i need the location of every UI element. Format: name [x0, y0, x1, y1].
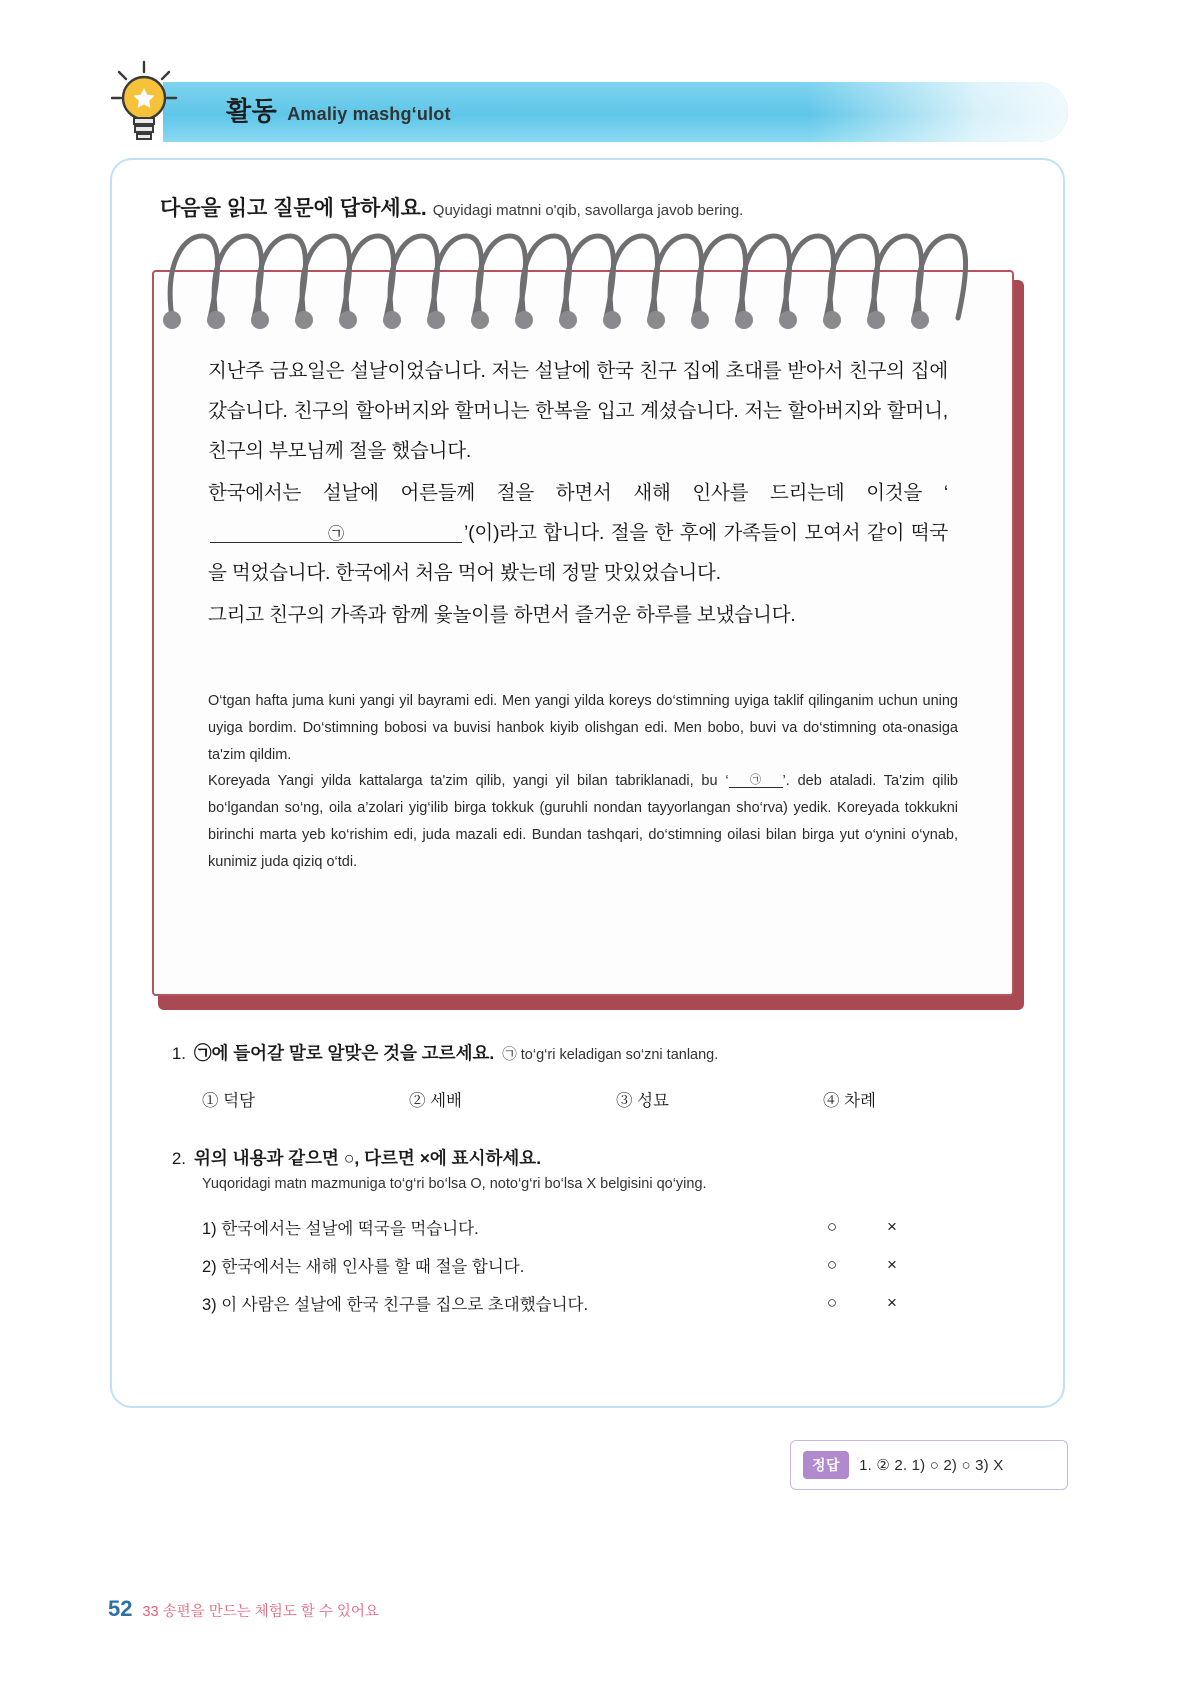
- tf-item-2-false-option[interactable]: ×: [887, 1255, 897, 1274]
- activity-header: [108, 82, 1068, 142]
- choice-option-2[interactable]: ② 세배: [409, 1092, 462, 1110]
- choice-option-4[interactable]: ④ 차례: [823, 1092, 876, 1110]
- question-1-prompt-uz: ㉠ to‘g‘ri keladigan so‘zni tanlang.: [502, 1047, 719, 1063]
- choice-option-1[interactable]: ① 덕담: [202, 1092, 255, 1110]
- uzbek-paragraph-2b: ’. deb ataladi. Ta'zim qilib bo‘lgandan so‘ng, oila a’zolari yig‘ilib birga tokkuk (guruhli nondan tayyorlangan sho‘rva) yedik. Koreyada tokkukni birinchi marta yeb ko‘rishim edi, juda mazali edi. Bundan tashqari, do‘stimning oilasi bilan birga yut o‘ynini o‘ynab, kunimiz juda qiziq o‘tdi.: [208, 773, 958, 870]
- tf-row: [202, 1208, 1030, 1246]
- question-1-prompt-ko: ㉠에 들어갈 말로 알맞은 것을 고르세요.: [194, 1043, 495, 1063]
- spiral-binding-icon: [158, 222, 1018, 332]
- question-1: [160, 1040, 1030, 1111]
- uzbek-answer-blank: [729, 772, 783, 788]
- question-2: [160, 1145, 1030, 1322]
- question-2-prompt: [160, 1145, 1030, 1170]
- uzbek-paragraph-2a: Koreyada Yangi yilda kattalarga ta'zim qilib, yangi yil bilan tabriklanadi, bu ‘: [208, 773, 729, 790]
- korean-paragraph-2a: 한국에서는 설날에 어른들께 절을 하면서 새해 인사를 드리는데 이것을 ‘: [208, 481, 948, 504]
- tf-row: [202, 1246, 1030, 1284]
- page-number: 52: [108, 1596, 133, 1621]
- answer-key-text: 1. ② 2. 1) ○ 2) ○ 3) X: [859, 1457, 1004, 1474]
- uzbek-paragraph-2: [208, 768, 958, 875]
- tf-item-3-true-option[interactable]: ○: [826, 1293, 838, 1312]
- korean-paragraph-1: 지난주 금요일은 설날이었습니다. 저는 설날에 한국 친구 집에 초대를 받아서 친구의 집에 갔습니다. 친구의 할아버지와 할머니는 한복을 입고 계셨습니다. 저는 할아버지와 할머니, 친구의 부모님께 절을 했습니다.: [208, 360, 948, 462]
- question-1-prompt: [160, 1040, 1030, 1065]
- tf-item-1-false-option[interactable]: ×: [887, 1217, 897, 1236]
- answer-key-tag: 정답: [803, 1451, 849, 1479]
- blank-marker: ㉠: [328, 525, 344, 543]
- notebook-card: [152, 270, 1024, 1010]
- header-title-group: [226, 91, 451, 128]
- question-1-number: 1.: [171, 1044, 186, 1063]
- header-title-uz: Amaliy mashg‘ulot: [287, 104, 451, 124]
- answer-key-box: [790, 1440, 1068, 1490]
- tf-item-2-true-option[interactable]: ○: [826, 1255, 838, 1274]
- korean-paragraph-3: 그리고 친구의 가족과 함께 윷놀이를 하면서 즐거운 하루를 보냈습니다.: [208, 603, 796, 626]
- korean-paragraph-2b: ’(이)라고 합니다. 절을 한 후에 가족들이 모여서 같이 떡국을 먹었습니다. 한국에서 처음 먹어 봤는데 정말 맛있었습니다.: [208, 521, 948, 584]
- header-title-ko: 활동: [226, 96, 278, 126]
- tf-item-3-false-option[interactable]: ×: [887, 1293, 897, 1312]
- notebook-korean-text: [208, 352, 948, 638]
- question-2-prompt-ko: 위의 내용과 같으면 ○, 다르면 ×에 표시하세요.: [194, 1148, 542, 1168]
- instruction: [160, 192, 743, 222]
- question-2-prompt-uz: Yuqoridagi matn mazmuniga to‘g‘ri bo‘lsa O, noto‘g‘ri bo‘lsa X belgisini qo‘ying.: [202, 1176, 707, 1192]
- header-banner-fade: [808, 82, 1068, 142]
- notebook-uzbek-text: [208, 688, 958, 876]
- activity-panel: [110, 158, 1065, 1408]
- lightbulb-icon: [108, 60, 180, 156]
- tf-item-1-label: 1) 한국에서는 설날에 떡국을 먹습니다.: [202, 1220, 479, 1238]
- footer-chapter-title: 33 송편을 만드는 체험도 할 수 있어요: [142, 1604, 379, 1620]
- question-2-items: [202, 1208, 1030, 1322]
- tf-item-1-true-option[interactable]: ○: [826, 1217, 838, 1236]
- choice-option-3[interactable]: ③ 성묘: [616, 1092, 669, 1110]
- question-2-number: 2.: [171, 1149, 186, 1168]
- tf-item-3-label: 3) 이 사람은 설날에 한국 친구를 집으로 초대했습니다.: [202, 1296, 589, 1314]
- question-1-choices: [202, 1087, 1030, 1111]
- uzbek-blank-marker: ㉠: [750, 774, 762, 787]
- tf-item-2-label: 2) 한국에서는 새해 인사를 할 때 절을 합니다.: [202, 1258, 525, 1276]
- answer-blank: [210, 520, 462, 543]
- tf-row: [202, 1284, 1030, 1322]
- page-footer: [108, 1596, 379, 1622]
- korean-paragraph-2: [208, 474, 948, 594]
- uzbek-paragraph-1: O‘tgan hafta juma kuni yangi yil bayrami edi. Men yangi yilda koreys do‘stimning uyiga taklif qilinganim uchun uning uyiga bordim. Do‘stimning bobosi va buvisi hanbok kiyib olishgan edi. Men bobo, buvi va do‘stimning ota-onasiga ta'zim qildim.: [208, 693, 958, 763]
- instruction-uz: Quyidagi matnni o'qib, savollarga javob bering.: [432, 202, 744, 219]
- instruction-ko: 다음을 읽고 질문에 답하세요.: [160, 197, 427, 220]
